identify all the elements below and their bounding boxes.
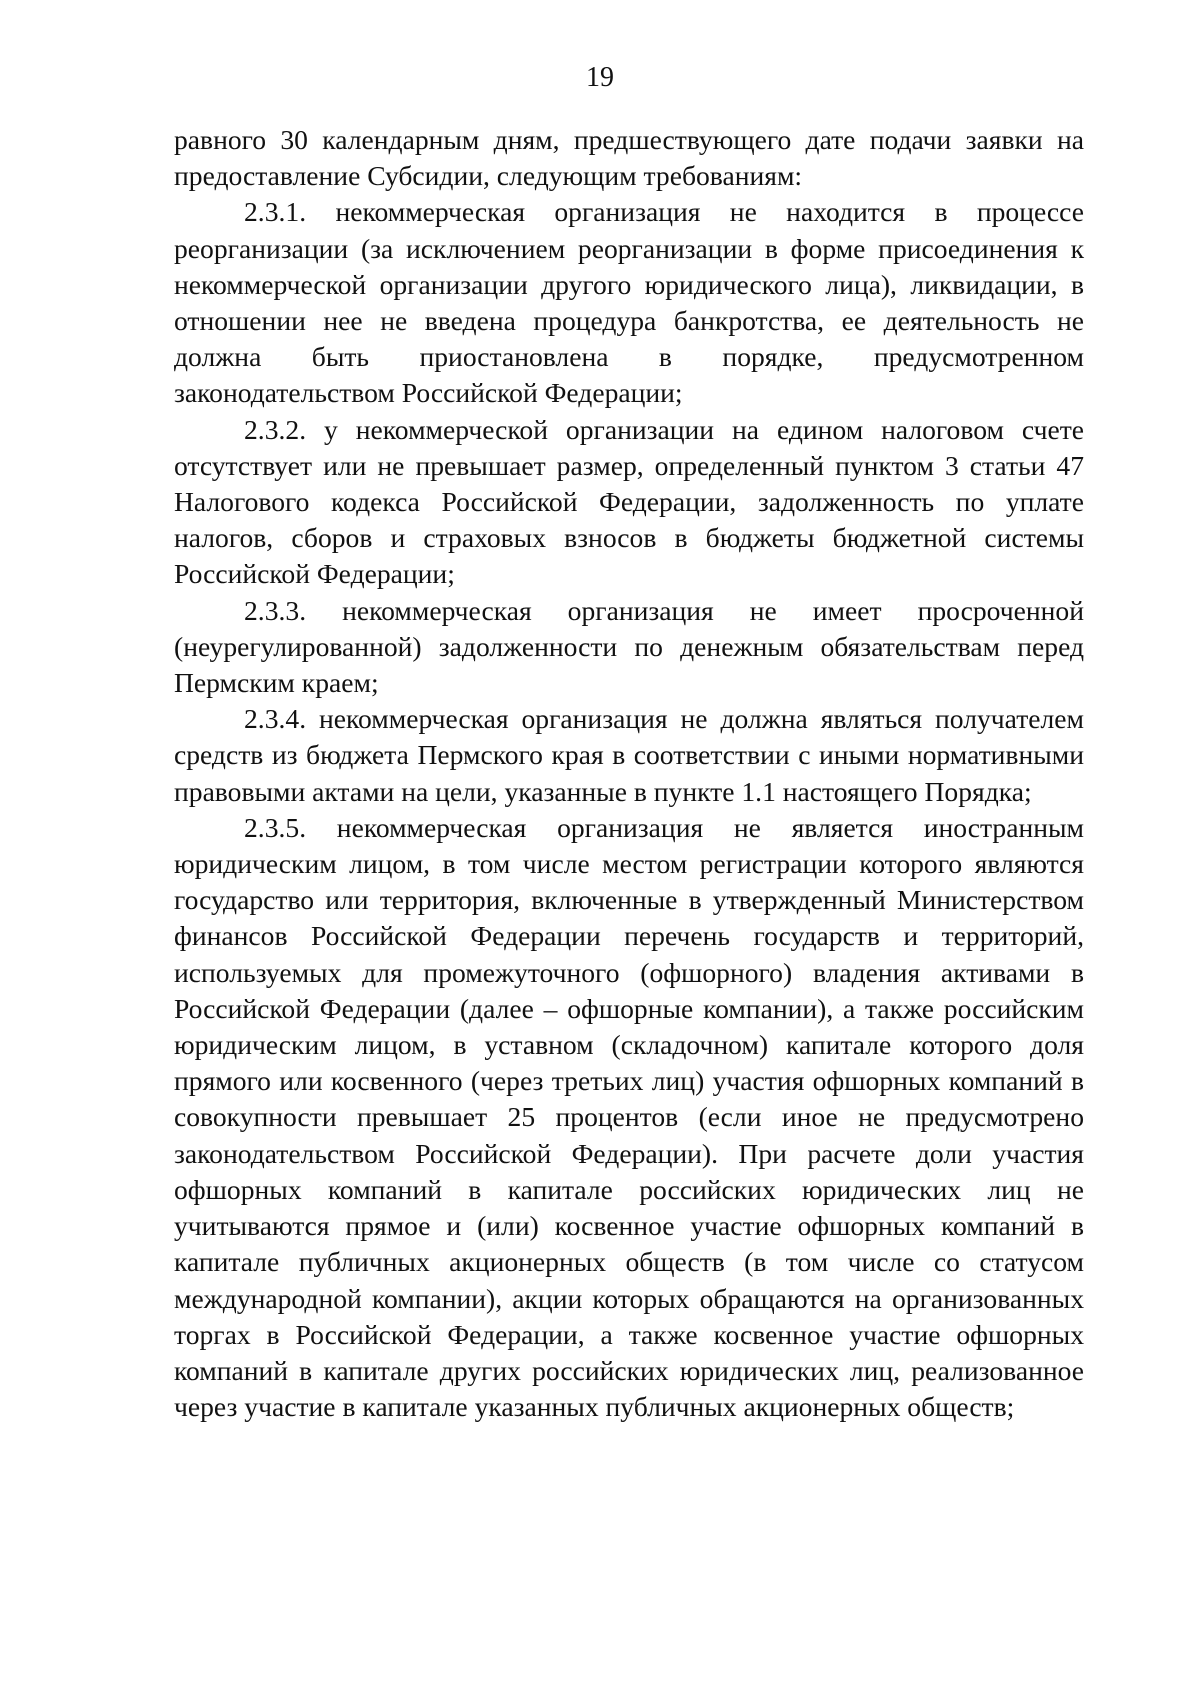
page-number: 19 [586,62,614,93]
paragraph-2-3-4: 2.3.4. некоммерческая организация не должна являться получателем средств из бюджета Пермского края в соответствии с иными нормативными правовыми актами на цели, указанные в пункте 1.1 настоящего Порядка; [174,703,1084,807]
paragraph-2-3-5: 2.3.5. некоммерческая организация не является иностранным юридическим лицом, в том числе местом регистрации которого являются государство или территория, включенные в утвержденный Министерством финансов Российской Федерации перечень государств и территорий, используемых для промежуточного (офшорного) владения активами в Российской Федерации (далее – офшорные компании), а также российским юридическим лицом, в уставном (складочном) капитале которого доля прямого или косвенного (через третьих лиц) участия офшорных компаний в совокупности превышает 25 процентов (если иное не предусмотрено законодательством Российской Федерации). При расчете доли участия офшорных компаний в капитале российских юридических лиц не учитываются прямое и (или) косвенное участие офшорных компаний в капитале публичных акционерных обществ (в том числе со статусом международной компании), акции которых обращаются на организованных торгах в Российской Федерации, а также косвенное участие офшорных компаний в капитале других российских юридических лиц, реализованное через участие в капитале указанных публичных акционерных обществ; [174,811,1084,1423]
document-body [174,122,1084,1425]
paragraph-2-3-3: 2.3.3. некоммерческая организация не имеет просроченной (неурегулированной) задолженности по денежным обязательствам перед Пермским краем; [174,594,1084,699]
paragraph-2-3-2: 2.3.2. у некоммерческой организации на едином налоговом счете отсутствует или не превышает размер, определенный пунктом 3 статьи 47 Налогового кодекса Российской Федерации, задолженность по уплате налогов, сборов и страховых взносов в бюджеты бюджетной системы Российской Федерации; [174,413,1084,590]
paragraph-continuation: равного 30 календарным дням, предшествующего дате подачи заявки на предоставление Субсидии, следующим требованиям: [174,124,1084,192]
paragraph-2-3-1: 2.3.1. некоммерческая организация не находится в процессе реорганизации (за исключением реорганизации в форме присоединения к некоммерческой организации другого юридического лица), ликвидации, в отношении нее не введена процедура банкротства, ее деятельность не должна быть приостановлена в порядке, предусмотренном законодательством Российской Федерации; [174,196,1084,409]
